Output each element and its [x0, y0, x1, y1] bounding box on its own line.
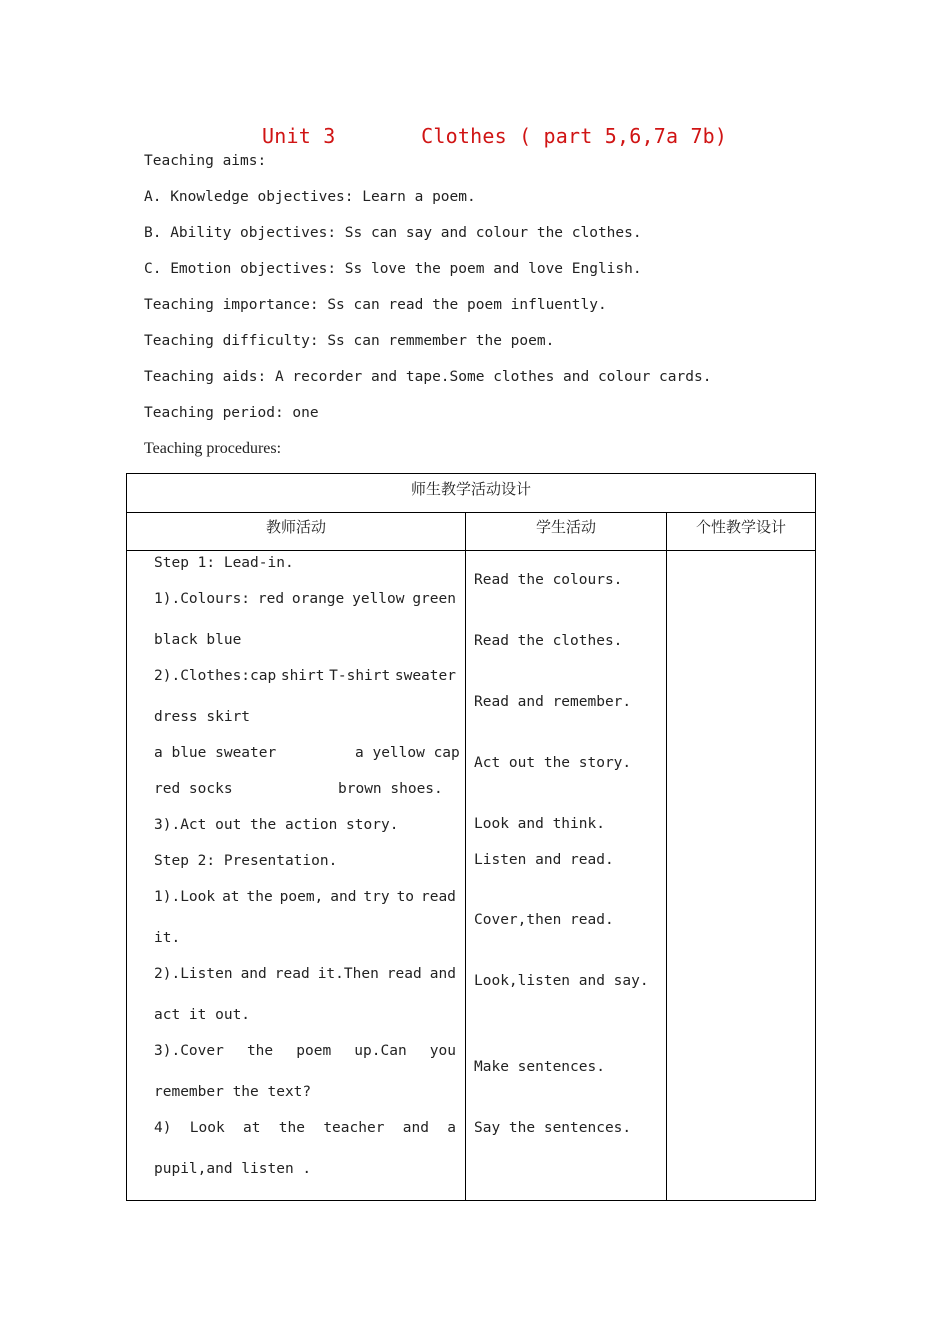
word: Look	[189, 1120, 225, 1136]
word: the	[278, 1120, 305, 1136]
phrase-brown-shoes: brown shoes.	[338, 781, 443, 797]
teaching-aids: Teaching aids: A recorder and tape.Some clothes and colour cards.	[144, 369, 712, 385]
colours-line	[154, 591, 456, 607]
phrase-blue-sweater: a blue sweater	[154, 745, 277, 761]
student-activity: Act out the story.	[474, 755, 632, 771]
student-activity: Look and think.	[474, 816, 605, 832]
table-border-header	[126, 512, 816, 513]
word: and	[330, 889, 357, 905]
word: read	[274, 966, 310, 982]
word: and	[402, 1120, 429, 1136]
word: to	[396, 889, 415, 905]
word: at	[243, 1120, 261, 1136]
unit-topic: Clothes ( part 5,6,7a 7b)	[421, 124, 728, 148]
word: 1).Colours:	[154, 591, 251, 607]
word: and	[429, 966, 456, 982]
student-activity: Make sentences.	[474, 1059, 605, 1075]
phrase-red-socks: red socks	[154, 781, 233, 797]
word: poem,	[279, 889, 324, 905]
student-activity: Read and remember.	[474, 694, 632, 710]
student-activity: Look,listen and say.	[474, 973, 649, 989]
table-divider-1	[465, 512, 466, 1201]
student-activity: Say the sentences.	[474, 1120, 632, 1136]
knowledge-objectives: A. Knowledge objectives: Learn a poem.	[144, 189, 476, 205]
student-activity: Read the colours.	[474, 572, 623, 588]
teaching-procedures-label: Teaching procedures:	[144, 440, 282, 457]
step1-heading: Step 1: Lead-in.	[154, 555, 294, 571]
table-border-right	[815, 473, 816, 1201]
column-header-student: 学生活动	[535, 518, 596, 536]
word: and	[240, 966, 267, 982]
table-border-bottom	[126, 1200, 816, 1201]
clothes-line-2: dress skirt	[154, 709, 251, 725]
unit-label: Unit 3	[262, 124, 336, 148]
table-divider-2	[666, 512, 667, 1201]
word: 2).Clothes:cap	[154, 668, 277, 684]
word: try	[363, 889, 390, 905]
ability-objectives: B. Ability objectives: Ss can say and colour the clothes.	[144, 225, 642, 241]
listen-read-line	[154, 966, 456, 982]
word: at	[222, 889, 240, 905]
document-title	[262, 124, 727, 148]
word: read	[386, 966, 422, 982]
word: the	[246, 889, 273, 905]
word: red	[257, 591, 285, 607]
word: read	[420, 889, 456, 905]
word: the	[246, 1043, 274, 1059]
look-teacher-line	[154, 1120, 456, 1136]
word: it.Then	[317, 966, 379, 982]
student-activity: Cover,then read.	[474, 912, 614, 928]
column-header-personal: 个性教学设计	[695, 518, 786, 536]
student-activity: Listen and read.	[474, 852, 614, 868]
table-header: 师生教学活动设计	[410, 480, 531, 498]
word: teacher	[323, 1120, 385, 1136]
phrase-yellow-cap: a yellow cap	[355, 745, 460, 761]
look-teacher-line-2: pupil,and listen .	[154, 1161, 312, 1177]
word: 2).Listen	[154, 966, 233, 982]
act-out-story: 3).Act out the action story.	[154, 817, 399, 833]
table-border-top	[126, 473, 816, 474]
word: shirt	[280, 668, 325, 684]
colours-line-2: black blue	[154, 632, 242, 648]
word: 3).Cover	[154, 1043, 224, 1059]
teaching-importance: Teaching importance: Ss can read the poem influently.	[144, 297, 607, 313]
table-border-left	[126, 473, 127, 1201]
word: you	[429, 1043, 456, 1059]
teaching-difficulty: Teaching difficulty: Ss can remmember the poem.	[144, 333, 555, 349]
cover-poem-line-2: remember the text?	[154, 1084, 312, 1100]
look-at-poem-line	[154, 889, 456, 905]
column-header-teacher: 教师活动	[265, 518, 326, 536]
emotion-objectives: C. Emotion objectives: Ss love the poem and love English.	[144, 261, 642, 277]
student-activity: Read the clothes.	[474, 633, 623, 649]
word: 4)	[154, 1120, 172, 1136]
word: green	[412, 591, 456, 607]
listen-read-line-2: act it out.	[154, 1007, 251, 1023]
word: up.Can	[354, 1043, 407, 1059]
table-border-columns	[126, 550, 816, 551]
clothes-line	[154, 668, 456, 684]
word: orange	[291, 591, 345, 607]
cover-poem-line	[154, 1043, 456, 1059]
word: sweater	[394, 668, 456, 684]
word: poem	[296, 1043, 332, 1059]
word: a	[447, 1120, 456, 1136]
step2-heading: Step 2: Presentation.	[154, 853, 338, 869]
word: 1).Look	[154, 889, 216, 905]
word: yellow	[352, 591, 405, 607]
teaching-aims-label: Teaching aims:	[144, 153, 267, 169]
look-at-poem-line-2: it.	[154, 930, 181, 946]
teaching-period: Teaching period: one	[144, 405, 319, 421]
word: T-shirt	[329, 668, 391, 684]
